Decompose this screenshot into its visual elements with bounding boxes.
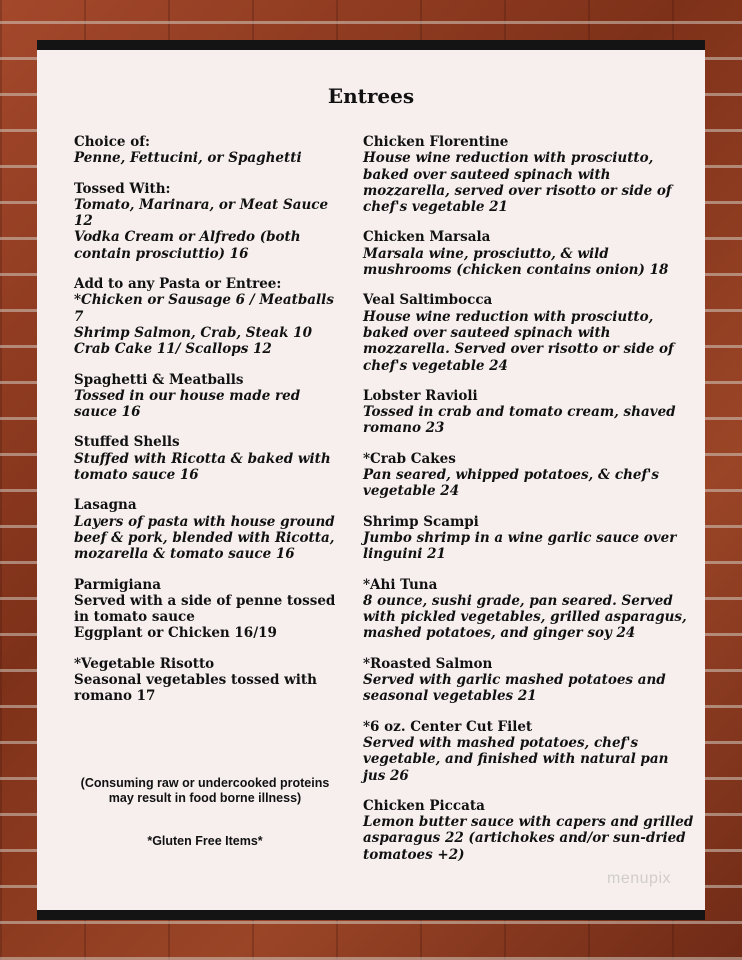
menu-item — [363, 388, 695, 437]
addon-option: *Chicken or Sausage 6 / Meatballs 7 — [74, 292, 334, 325]
item-name: Lasagna — [74, 497, 137, 514]
item-desc: Marsala wine, prosciutto, & wild mushrooms (chicken contains onion) 18 — [363, 245, 669, 279]
watermark: menupix — [607, 870, 671, 887]
item-desc: Pan seared, whipped potatoes, & chef's vegetable 24 — [363, 467, 660, 500]
menu-item — [363, 798, 695, 863]
menu-item — [363, 514, 695, 563]
choice-label: Choice of: — [74, 134, 150, 150]
item-desc: Tossed in our house made red sauce 16 — [74, 387, 301, 421]
item-name: Spaghetti & Meatballs — [74, 371, 244, 388]
item-desc: Layers of pasta with house ground beef & pork, blended with Ricotta, mozarella & tomato sauce 16 — [74, 513, 335, 563]
tossed-option: Vodka Cream or Alfredo (both contain prosciuttio) 16 — [74, 229, 301, 262]
menu-item — [363, 134, 695, 215]
consumption-warning: (Consuming raw or undercooked proteins may result in food borne illness) — [80, 776, 330, 805]
item-name: Chicken Marsala — [363, 229, 491, 246]
item-desc: Tossed in crab and tomato cream, shaved romano 23 — [363, 404, 676, 437]
item-desc: House wine reduction with prosciutto, baked over sauteed spinach with mozzarella, served over risotto or side of chef's vegetable 21 — [363, 150, 672, 216]
menu-panel — [37, 40, 705, 920]
item-name: *6 oz. Center Cut Filet — [363, 718, 533, 735]
item-desc: 8 ounce, sushi grade, pan seared. Served with pickled vegetables, grilled asparagus, mashed potatoes, and ginger soy 24 — [363, 592, 687, 642]
item-name: Lobster Ravioli — [363, 387, 478, 404]
item-name: Chicken Florentine — [363, 134, 509, 150]
item-desc: Stuffed with Ricotta & baked with tomato sauce 16 — [74, 450, 331, 484]
menu-item — [74, 372, 336, 421]
menu-item — [74, 434, 336, 483]
addon-option: Crab Cake 11/ Scallops 12 — [74, 341, 272, 358]
menu-item — [363, 719, 695, 784]
item-name: Shrimp Scampi — [363, 513, 479, 530]
addon-label: Add to any Pasta or Entree: — [74, 276, 282, 293]
item-name: *Ahi Tuna — [363, 576, 438, 593]
menu-item — [363, 229, 695, 278]
item-desc: Jumbo shrimp in a wine garlic sauce over linguini 21 — [363, 529, 677, 563]
item-name: Parmigiana — [74, 576, 161, 593]
left-column — [74, 134, 336, 719]
item-desc: Served with mashed potatoes, chef's vegetable, and finished with natural pan jus 26 — [363, 734, 669, 784]
pasta-choice — [74, 134, 336, 167]
item-desc: House wine reduction with prosciutto, baked over sauteed spinach with mozzarella. Served over risotto or side of chef's vegetable 24 — [363, 308, 674, 374]
item-desc: Served with a side of penne tossed in tomato sauce — [74, 592, 336, 626]
item-name: *Vegetable Risotto — [74, 655, 215, 672]
menu-item — [74, 497, 336, 562]
menu-item — [363, 656, 695, 705]
menu-item-parmigiana — [74, 577, 336, 642]
menu-item — [363, 292, 695, 373]
menu-item — [363, 451, 695, 500]
pasta-tossed — [74, 181, 336, 262]
item-desc: Served with garlic mashed potatoes and seasonal vegetables 21 — [363, 672, 666, 705]
item-desc: Seasonal vegetables tossed with romano 17 — [74, 672, 317, 705]
tossed-option: Tomato, Marinara, or Meat Sauce 12 — [74, 196, 329, 230]
item-name: Veal Saltimbocca — [363, 292, 493, 309]
item-name: *Roasted Salmon — [363, 655, 493, 672]
gluten-free-note: *Gluten Free Items* — [147, 834, 263, 848]
right-column — [363, 134, 695, 877]
menu-item-risotto — [74, 656, 336, 705]
item-options: Eggplant or Chicken 16/19 — [74, 625, 277, 642]
menu-item — [363, 577, 695, 642]
item-name: *Crab Cakes — [363, 450, 456, 467]
item-name: Stuffed Shells — [74, 434, 180, 451]
item-desc: Lemon butter sauce with capers and grilled asparagus 22 (artichokes and/or sun-dried tomatoes +2) — [363, 814, 694, 863]
tossed-label: Tossed With: — [74, 180, 171, 197]
pasta-addons — [74, 276, 336, 357]
choice-options: Penne, Fettucini, or Spaghetti — [74, 150, 302, 167]
addon-option: Shrimp Salmon, Crab, Steak 10 — [74, 324, 312, 341]
page-title: Entrees — [327, 84, 415, 108]
item-name: Chicken Piccata — [363, 797, 485, 814]
